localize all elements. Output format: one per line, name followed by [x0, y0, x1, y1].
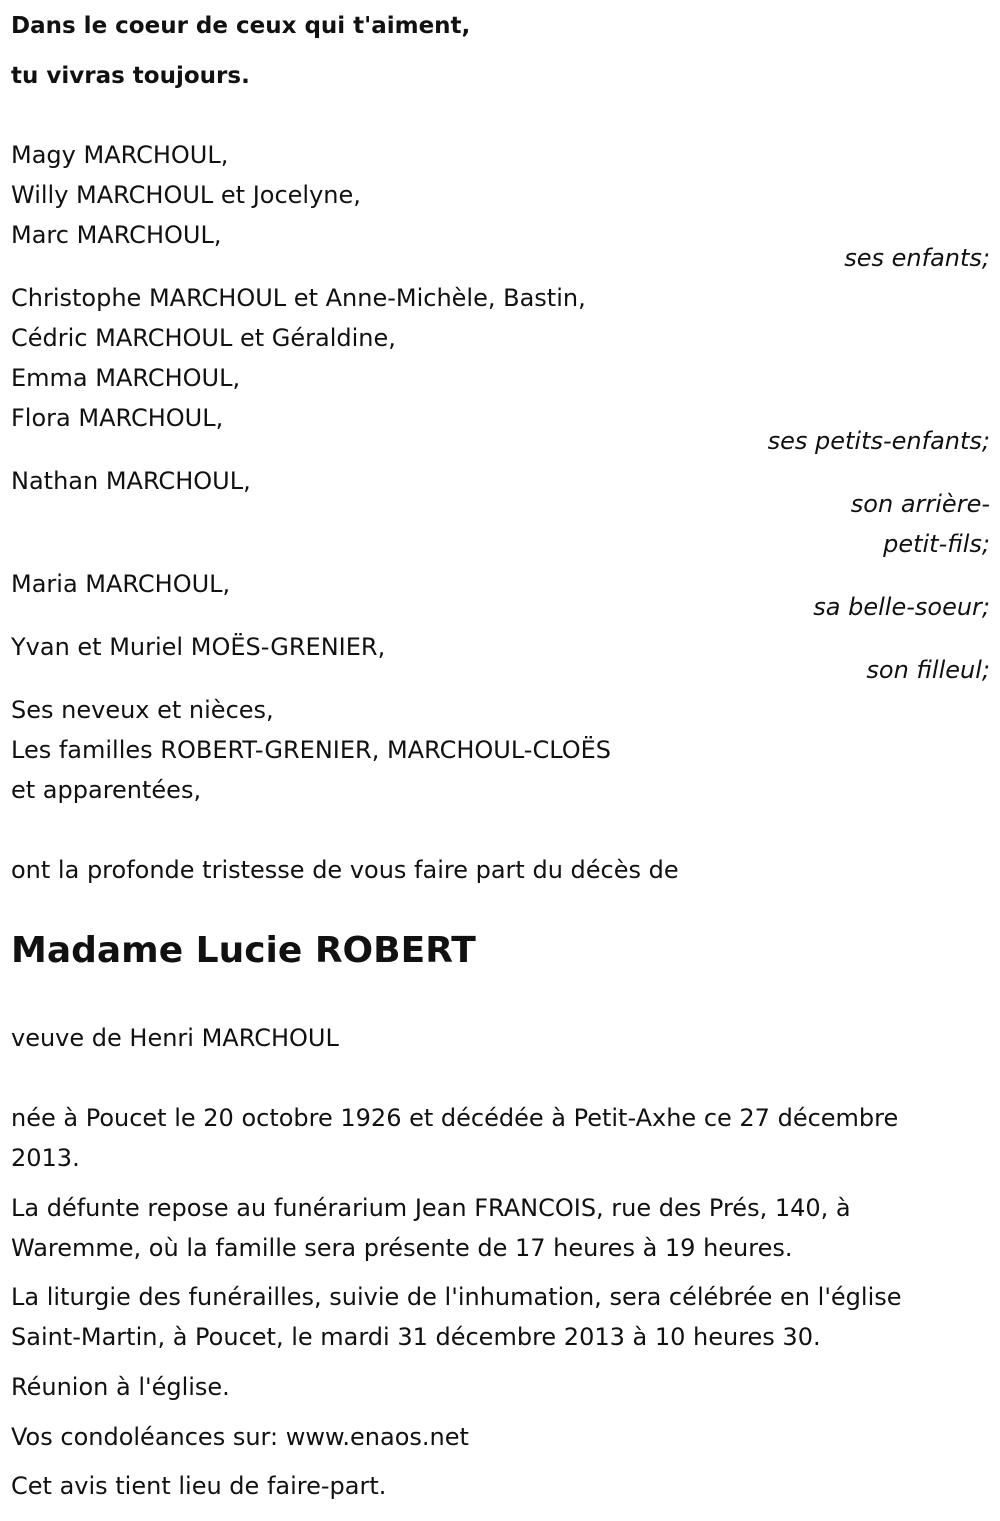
grandchild-name: Cédric MARCHOUL et Géraldine, [11, 324, 396, 352]
birth-death-line-1: née à Poucet le 20 octobre 1926 et décédée à Petit-Axhe ce 27 décembre [11, 1104, 899, 1132]
grandchild-name: Christophe MARCHOUL et Anne-Michèle, Bastin, [11, 284, 586, 312]
other-relatives-line: Ses neveux et nièces, [11, 696, 274, 724]
birth-death-line-2: 2013. [11, 1144, 80, 1172]
godson-name: Yvan et Muriel MOËS-GRENIER, [11, 633, 386, 661]
funeral-home-line-2: Waremme, où la famille sera présente de 17 heures à 19 heures. [11, 1234, 793, 1262]
child-name: Magy MARCHOUL, [11, 141, 229, 169]
role-great-grandson-line-1: son arrière- [850, 490, 990, 518]
funeral-home-line-1: La défunte repose au funérarium Jean FRANCOIS, rue des Prés, 140, à [11, 1194, 851, 1222]
child-name: Willy MARCHOUL et Jocelyne, [11, 181, 361, 209]
grandchild-name: Emma MARCHOUL, [11, 364, 241, 392]
other-relatives-line: et apparentées, [11, 776, 202, 804]
role-godson: son filleul; [866, 656, 990, 684]
role-sister-in-law: sa belle-soeur; [813, 593, 990, 621]
other-relatives-line: Les familles ROBERT-GRENIER, MARCHOUL-CLOËS [11, 736, 612, 764]
sister-in-law-name: Maria MARCHOUL, [11, 570, 231, 598]
role-children: ses enfants; [844, 244, 990, 272]
widow-of-text: veuve de Henri MARCHOUL [11, 1024, 339, 1052]
epigraph-line-2: tu vivras toujours. [11, 63, 250, 89]
great-grandson-name: Nathan MARCHOUL, [11, 467, 251, 495]
meeting-text: Réunion à l'église. [11, 1373, 230, 1401]
grandchild-name: Flora MARCHOUL, [11, 404, 224, 432]
liturgy-line-2: Saint-Martin, à Poucet, le mardi 31 décembre 2013 à 10 heures 30. [11, 1323, 821, 1351]
liturgy-line-1: La liturgie des funérailles, suivie de l'inhumation, sera célébrée en l'église [11, 1283, 902, 1311]
deceased-name: Madame Lucie ROBERT [11, 930, 476, 971]
condolences-text: Vos condoléances sur: www.enaos.net [11, 1423, 469, 1451]
announcement-text: ont la profonde tristesse de vous faire part du décès de [11, 856, 679, 884]
role-grandchildren: ses petits-enfants; [767, 427, 990, 455]
notice-text: Cet avis tient lieu de faire-part. [11, 1472, 387, 1500]
child-name: Marc MARCHOUL, [11, 221, 222, 249]
role-great-grandson-line-2: petit-fils; [883, 530, 990, 558]
epigraph-line-1: Dans le coeur de ceux qui t'aiment, [11, 13, 471, 39]
